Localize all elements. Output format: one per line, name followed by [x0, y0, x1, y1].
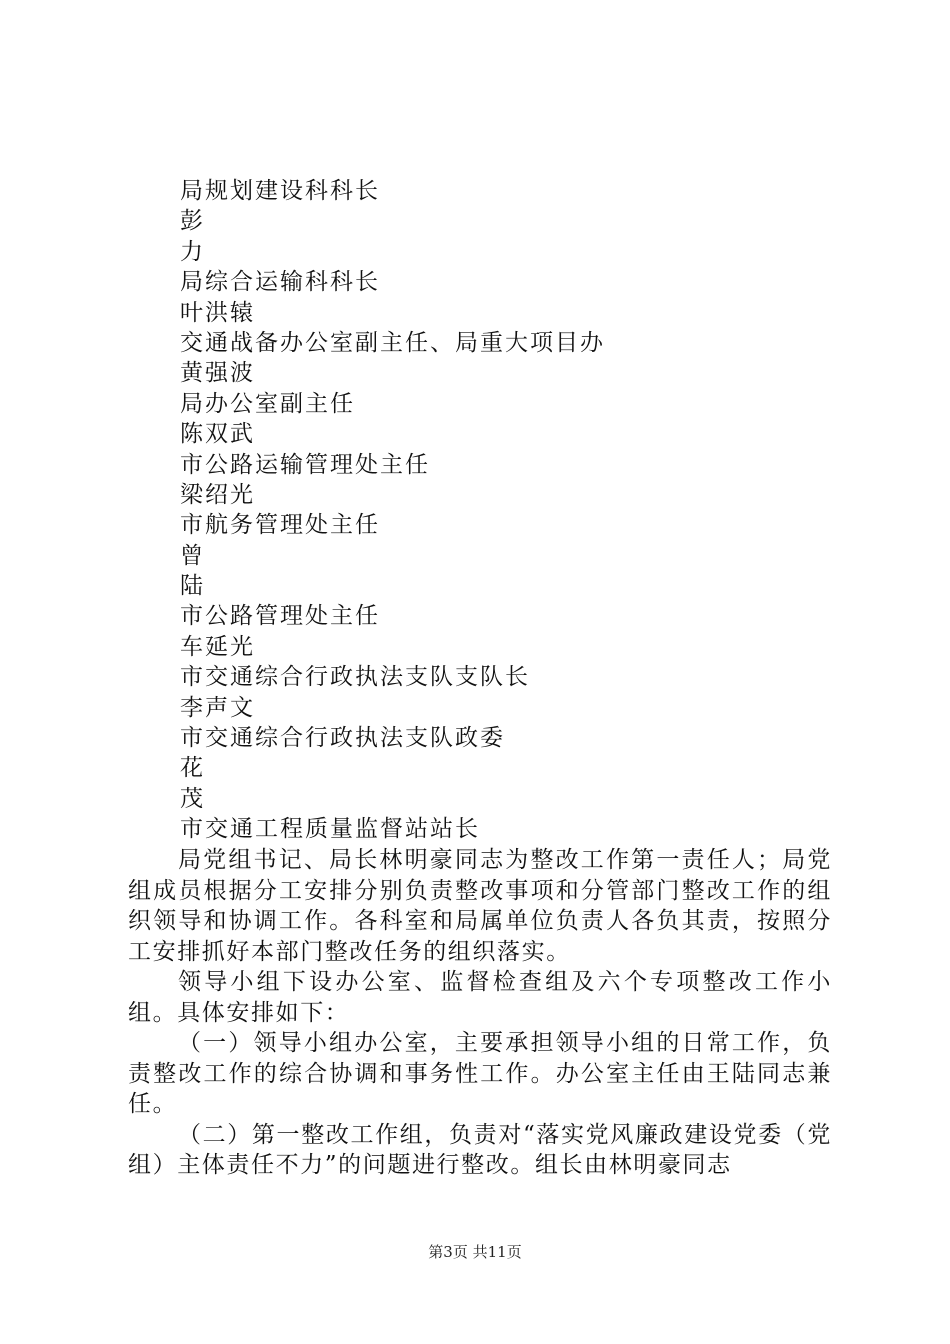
paragraph: 领导小组下设办公室、监督检查组及六个专项整改工作小组。具体安排如下： — [128, 969, 832, 1026]
list-line: 市公路运输管理处主任 — [180, 451, 430, 478]
paragraph: 局党组书记、局长林明豪同志为整改工作第一责任人；局党组成员根据分工安排分别负责整改事项和分管部门整改工作的组织领导和协调工作。各科室和局属单位负责人各负其责，按照分工安排抓好本部门整改任务的组织落实。 — [128, 847, 832, 965]
list-line: 陆 — [180, 573, 205, 600]
list-line: 市公路管理处主任 — [180, 603, 380, 630]
list-line: 花 — [180, 755, 205, 782]
list-line: 李声文 — [180, 694, 255, 721]
list-line: 交通战备办公室副主任、局重大项目办 — [180, 329, 605, 356]
list-line: 市交通工程质量监督站站长 — [180, 816, 480, 843]
list-line: 局规划建设科科长 — [180, 178, 380, 204]
paragraph: （一）领导小组办公室，主要承担领导小组的日常工作，负责整改工作的综合协调和事务性工作。办公室主任由王陆同志兼任。 — [128, 1030, 832, 1117]
list-line: 叶洪辕 — [180, 299, 255, 326]
member-list — [180, 176, 840, 845]
list-line: 局综合运输科科长 — [180, 269, 380, 296]
page-number-label: 第3页 共11页 — [428, 1243, 522, 1261]
document-body — [128, 845, 832, 1181]
list-line: 茂 — [180, 785, 205, 812]
list-line: 曾 — [180, 542, 205, 569]
list-line: 市交通综合行政执法支队支队长 — [180, 664, 530, 691]
paragraph: （二）第一整改工作组，负责对“落实党风廉政建设党委（党组）主体责任不力”的问题进行整改。组长由林明豪同志 — [128, 1121, 832, 1178]
list-line: 黄强波 — [180, 360, 255, 387]
list-line: 车延光 — [180, 633, 255, 660]
list-line: 力 — [180, 238, 205, 265]
list-line: 市航务管理处主任 — [180, 512, 380, 539]
list-line: 陈双武 — [180, 421, 255, 448]
list-line: 彭 — [180, 208, 205, 235]
list-line: 梁绍光 — [180, 481, 255, 508]
page-footer — [0, 1242, 950, 1262]
list-line: 局办公室副主任 — [180, 390, 355, 417]
list-line: 市交通综合行政执法支队政委 — [180, 725, 505, 752]
